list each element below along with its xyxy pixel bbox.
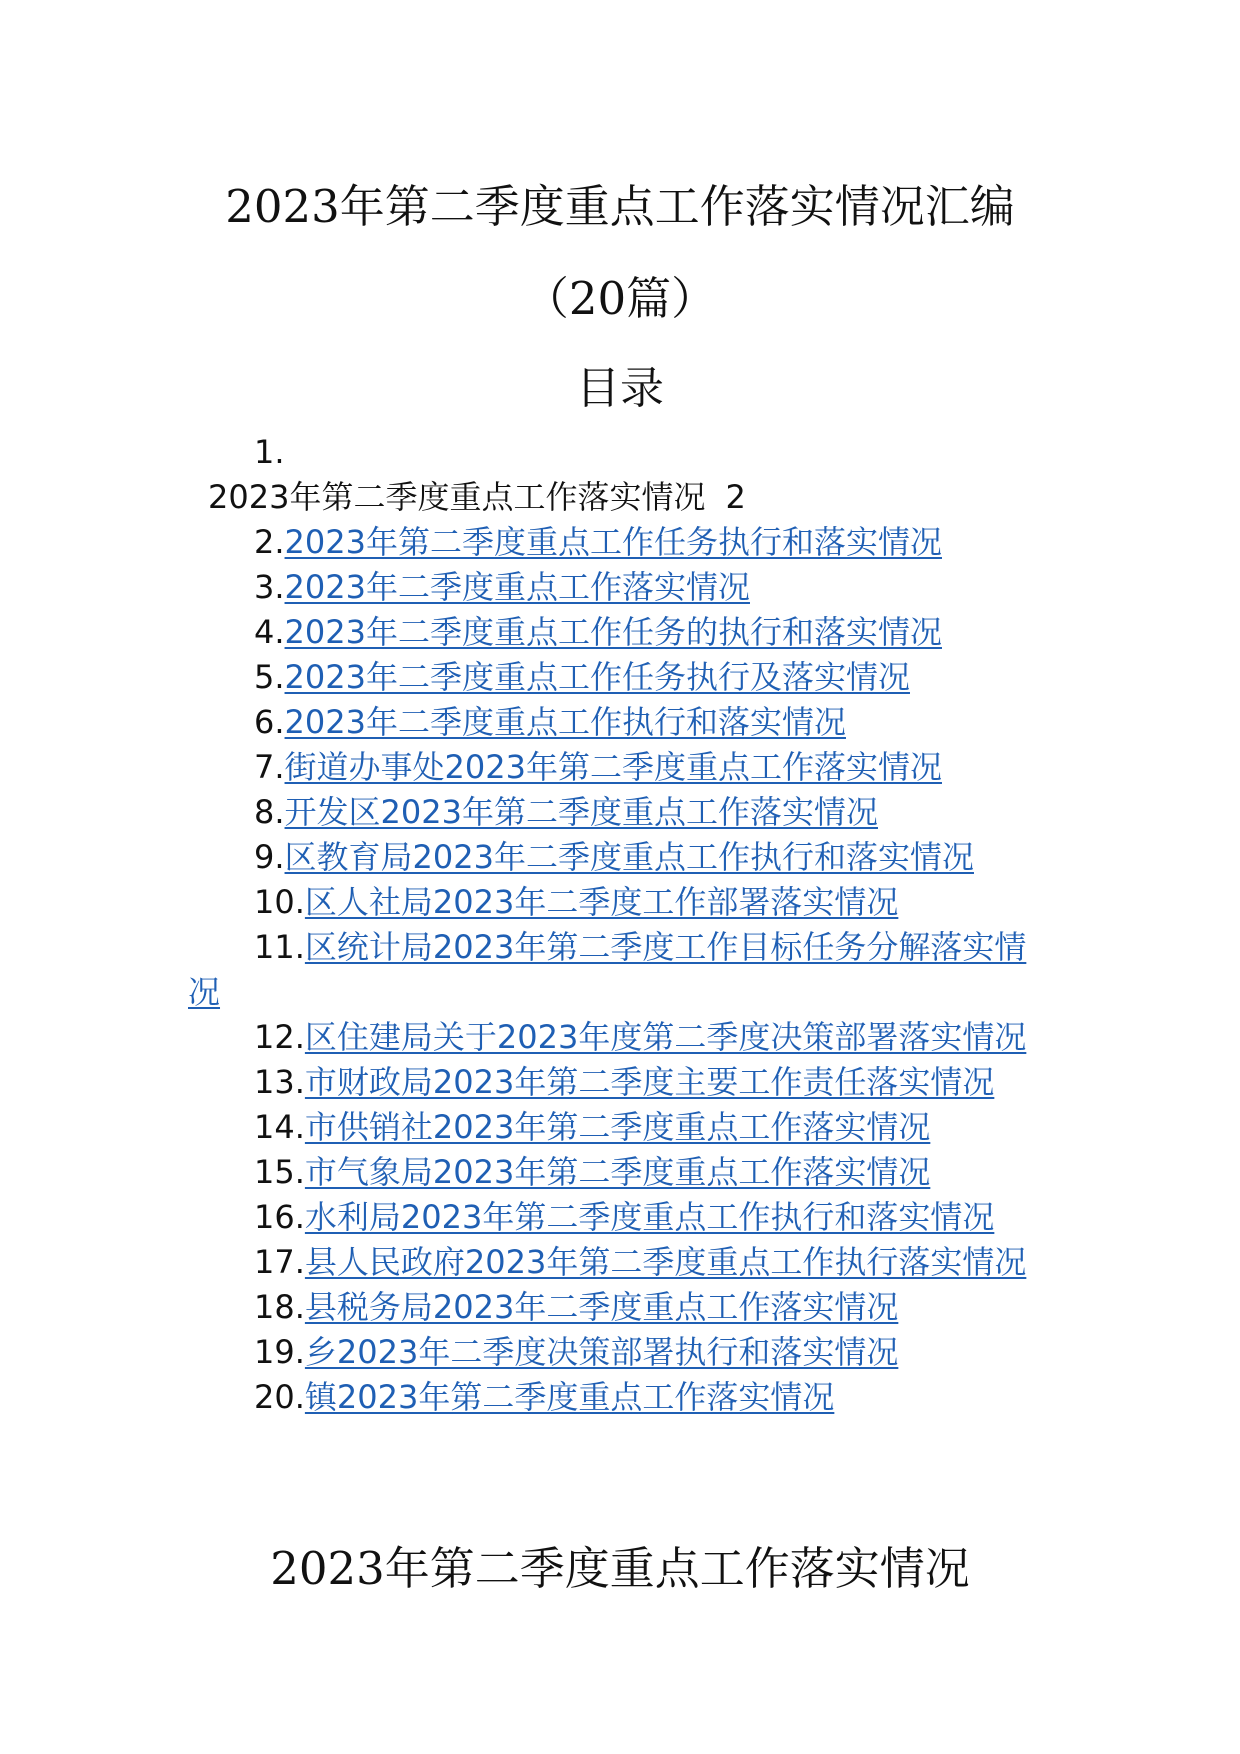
toc-item[interactable] — [188, 700, 1058, 745]
toc-link[interactable]: 2023年二季度重点工作落实情况 — [284, 568, 750, 606]
toc-link[interactable]: 镇2023年第二季度重点工作落实情况 — [304, 1378, 835, 1416]
document-title: 2023年第二季度重点工作落实情况汇编 — [225, 180, 1015, 233]
toc-link[interactable]: 2023年二季度重点工作任务执行及落实情况 — [284, 658, 910, 696]
toc-item[interactable] — [188, 925, 1058, 1015]
toc-item-number: 6. — [254, 703, 285, 741]
toc-item-number: 16. — [254, 1198, 305, 1236]
toc-link[interactable]: 区住建局关于2023年度第二季度决策部署落实情况 — [304, 1018, 1027, 1056]
table-of-contents — [188, 430, 1058, 1420]
toc-link[interactable]: 乡2023年二季度决策部署执行和落实情况 — [304, 1333, 899, 1371]
toc-item-number: 19. — [254, 1333, 305, 1371]
toc-link[interactable]: 2023年第二季度重点工作任务执行和落实情况 — [284, 523, 942, 561]
toc-item-number: 15. — [254, 1153, 305, 1191]
toc-item-number: 14. — [254, 1108, 305, 1146]
toc-item[interactable] — [188, 1105, 1058, 1150]
toc-item-number: 17. — [254, 1243, 305, 1281]
toc-item[interactable] — [188, 1150, 1058, 1195]
toc-heading: 目录 — [576, 363, 664, 414]
toc-link[interactable]: 市气象局2023年第二季度重点工作落实情况 — [304, 1153, 931, 1191]
toc-link[interactable]: 县人民政府2023年第二季度重点工作执行落实情况 — [304, 1243, 1027, 1281]
toc-link[interactable]: 开发区2023年第二季度重点工作落实情况 — [284, 793, 878, 831]
toc-item-1[interactable] — [188, 475, 1058, 520]
toc-item[interactable] — [188, 745, 1058, 790]
toc-item[interactable] — [188, 610, 1058, 655]
toc-item-number: 2. — [254, 523, 285, 561]
toc-item-number: 8. — [254, 793, 285, 831]
toc-item[interactable] — [188, 1285, 1058, 1330]
toc-item-number: 11. — [254, 928, 305, 966]
toc-item[interactable] — [188, 835, 1058, 880]
toc-link[interactable]: 区统计局2023年第二季度工作目标任务分解落实情况 — [188, 928, 1027, 1011]
toc-link[interactable]: 县税务局2023年二季度重点工作落实情况 — [304, 1288, 899, 1326]
section-heading: 2023年第二季度重点工作落实情况 — [270, 1542, 970, 1595]
toc-item-number: 18. — [254, 1288, 305, 1326]
toc-item-number: 3. — [254, 568, 285, 606]
toc-item-number: 13. — [254, 1063, 305, 1101]
toc-link[interactable]: 街道办事处2023年第二季度重点工作落实情况 — [284, 748, 942, 786]
toc-link[interactable]: 区教育局2023年二季度重点工作执行和落实情况 — [284, 838, 974, 876]
toc-item-number: 9. — [254, 838, 285, 876]
toc-item-number: 7. — [254, 748, 285, 786]
toc-list — [188, 520, 1058, 1420]
toc-item[interactable] — [188, 520, 1058, 565]
toc-item[interactable] — [188, 1240, 1058, 1285]
toc-item[interactable] — [188, 1375, 1058, 1420]
toc-item-1-number: 1. — [254, 433, 285, 471]
toc-item[interactable] — [188, 1330, 1058, 1375]
toc-item-number: 12. — [254, 1018, 305, 1056]
document-subtitle: （20篇） — [523, 272, 717, 325]
toc-link[interactable]: 水利局2023年第二季度重点工作执行和落实情况 — [304, 1198, 995, 1236]
toc-item[interactable] — [188, 790, 1058, 835]
toc-item[interactable] — [188, 1195, 1058, 1240]
toc-link[interactable]: 市供销社2023年第二季度重点工作落实情况 — [304, 1108, 931, 1146]
toc-link[interactable]: 市财政局2023年第二季度主要工作责任落实情况 — [304, 1063, 995, 1101]
toc-item-1-page: 2 — [725, 478, 746, 516]
toc-item[interactable] — [188, 655, 1058, 700]
toc-link[interactable]: 2023年二季度重点工作任务的执行和落实情况 — [284, 613, 942, 651]
toc-item[interactable] — [188, 1015, 1058, 1060]
toc-item-number: 4. — [254, 613, 285, 651]
toc-item-number: 10. — [254, 883, 305, 921]
toc-link[interactable]: 2023年二季度重点工作执行和落实情况 — [284, 703, 846, 741]
toc-item-number: 20. — [254, 1378, 305, 1416]
toc-item[interactable] — [188, 1060, 1058, 1105]
toc-item-1-text[interactable]: 2023年第二季度重点工作落实情况 — [208, 478, 706, 516]
toc-item[interactable] — [188, 880, 1058, 925]
toc-item[interactable] — [188, 565, 1058, 610]
toc-item-number: 5. — [254, 658, 285, 696]
toc-link[interactable]: 区人社局2023年二季度工作部署落实情况 — [304, 883, 899, 921]
